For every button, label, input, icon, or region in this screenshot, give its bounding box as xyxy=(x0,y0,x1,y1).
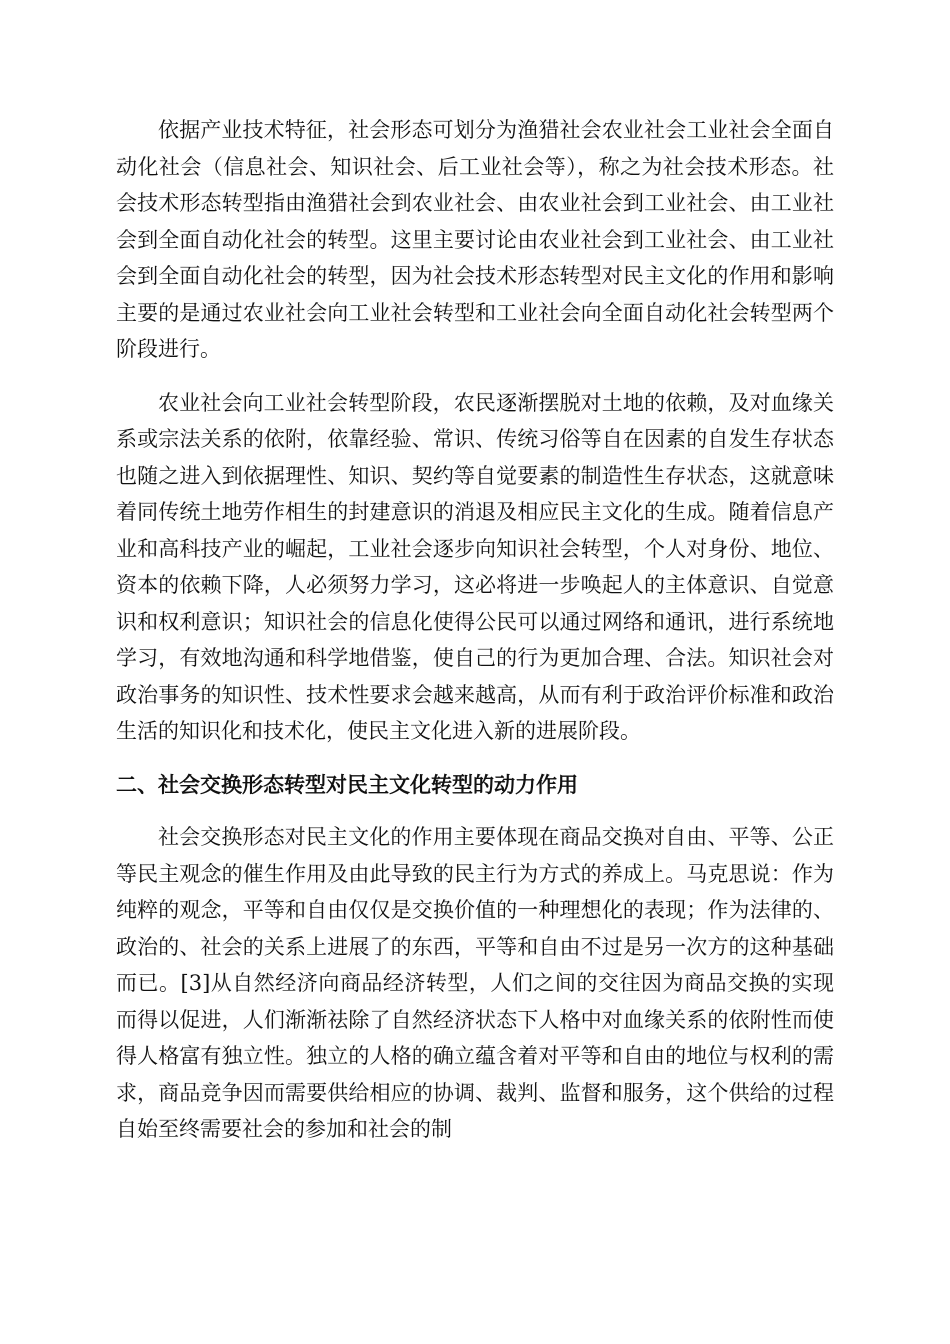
paragraph-social-exchange-forms: 社会交换形态对民主文化的作用主要体现在商品交换对自由、平等、公正等民主观念的催生作用及由此导致的民主行为方式的养成上。马克思说：作为纯粹的观念，平等和自由仅仅是交换价值的一种理想化的表现；作为法律的、政治的、社会的关系上进展了的东西，平等和自由不过是另一次方的这种基础而已。[3]从自然经济向商品经济转型，人们之间的交往因为商品交换的实现而得以促进，人们渐渐祛除了自然经济状态下人格中对血缘关系的依附性而使得人格富有独立性。独立的人格的确立蕴含着对平等和自由的地位与权利的需求，商品竞争因而需要供给相应的协调、裁判、监督和服务，这个供给的过程自始至终需要社会的参加和社会的制 xyxy=(116,825,834,1141)
paragraph-social-technology-forms: 依据产业技术特征，社会形态可划分为渔猎社会农业社会工业社会全面自动化社会（信息社会、知识社会、后工业社会等），称之为社会技术形态。社会技术形态转型指由渔猎社会到农业社会、由农业社会到工业社会、由工业社会到全面自动化社会的转型。这里主要讨论由农业社会到工业社会、由工业社会到全面自动化社会的转型，因为社会技术形态转型对民主文化的作用和影响主要的是通过农业社会向工业社会转型和工业社会向全面自动化社会转型两个阶段进行。 xyxy=(116,118,834,361)
section-heading: 二、社会交换形态转型对民主文化转型的动力作用 xyxy=(116,772,578,797)
paragraph-agricultural-to-industrial: 农业社会向工业社会转型阶段，农民逐渐摆脱对土地的依赖，及对血缘关系或宗法关系的依附，依靠经验、常识、传统习俗等自在因素的自发生存状态也随之进入到依据理性、知识、契约等自觉要素的制造性生存状态，这就意味着同传统土地劳作相生的封建意识的消退及相应民主文化的生成。随着信息产业和高科技产业的崛起，工业社会逐步向知识社会转型，个人对身份、地位、资本的依赖下降，人必须努力学习，这必将进一步唤起人的主体意识、自觉意识和权利意识；知识社会的信息化使得公民可以通过网络和通讯，进行系统地学习，有效地沟通和科学地借鉴，使自己的行为更加合理、合法。知识社会对政治事务的知识性、技术性要求会越来越高，从而有利于政治评价标准和政治生活的知识化和技术化，使民主文化进入新的进展阶段。 xyxy=(116,390,834,743)
document-body xyxy=(116,112,834,1165)
